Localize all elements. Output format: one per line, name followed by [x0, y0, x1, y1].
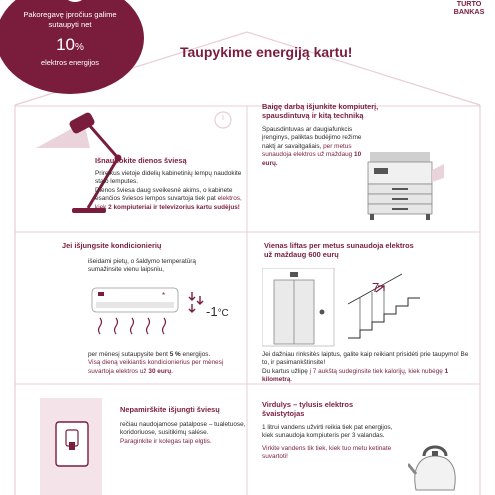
- logo: TURTO BANKAS: [453, 0, 485, 16]
- light-switch-icon: [54, 420, 90, 480]
- daylight-heading: Išnaudokite dienos šviesą: [95, 156, 187, 165]
- savings-badge: [0, 0, 144, 94]
- daylight-text: Prireikus vietoje didelių kabinetinių lempų naudokite stalo lemputes. Dienos šviesa daug sveikesnė akims, o kabinete esančios šviesos lempos suvartoja tiek pat elektros, kiek 2 kompiuteriai ir televizorius kartu sudėjus!: [95, 170, 242, 211]
- kettle-heading: Virdulys – tylusis elektros švaistytojas: [262, 400, 354, 418]
- computer-text: Spausdintuvas ar daugiafunkcis įrenginys, paliktas budėjimo režime naktį ar savaitgaliais, per metus sunaudoja elektros už maždaug 10 eurų.: [262, 126, 362, 167]
- ac-text-1: išeidami pietų, o šaldymo temperatūrą sumažinsite vienu laipsniu,: [88, 258, 196, 274]
- badge-text-bottom: elektros energijos: [41, 58, 99, 67]
- ac-text-2: per mėnesį sutaupysite bent 5 % energijos. Visą dieną veikiantis kondicionierius per mėnesį suvartoja elektros už 30 eurų.: [88, 351, 224, 375]
- lights-text: rečiau naudojamose patalpose – tualetuose, koridoriuose, susitikimų salėse. Paraginkite ir kolegas taip elgtis.: [120, 421, 246, 445]
- lights-heading: Nepamirškite išjungti šviesų: [120, 405, 220, 414]
- elevator-heading: Vienas liftas per metus sunaudoja elektros už maždaug 600 eurų: [264, 241, 414, 259]
- pin-icon: [62, 0, 88, 2]
- clock-icon: [213, 110, 233, 130]
- ac-heading: Jei išjungsite kondicionierių: [62, 241, 162, 250]
- elevator-stairs-icon: [262, 268, 452, 348]
- badge-percent: 10%: [56, 35, 84, 54]
- printer-icon: [366, 152, 446, 230]
- svg-text:*: *: [162, 291, 166, 300]
- kettle-icon: [408, 440, 462, 494]
- kettle-text: 1 litrui vandens užvirti reikia tiek pat energijos, kiek sunaudoja kompiuteris per 3 valandas. Virkite vandens tik tiek, kiek tuo metu ketinate suvartoti!: [262, 424, 393, 461]
- elevator-text: Jei dažniau rinksitės laiptus, galite kaip reikiant prisidėti prie taupymo! Be to, ir pasimankštinsite! Du kartus užlipę į 7 aukštą sudeginsite tiek kalorijų, kiek nubėgę 1 kilometrą.: [262, 351, 469, 384]
- temperature-label: -1°C: [206, 304, 229, 319]
- badge-text-top: Pakoregavę įpročius galime sutaupyti net: [23, 10, 117, 29]
- computer-heading: Baigę darbą išjunkite kompiuterį, spausdintuvą ir kitą techniką: [262, 102, 379, 120]
- stairs-number: 7: [372, 280, 380, 295]
- page-title: Taupykime energiją kartu!: [180, 44, 353, 60]
